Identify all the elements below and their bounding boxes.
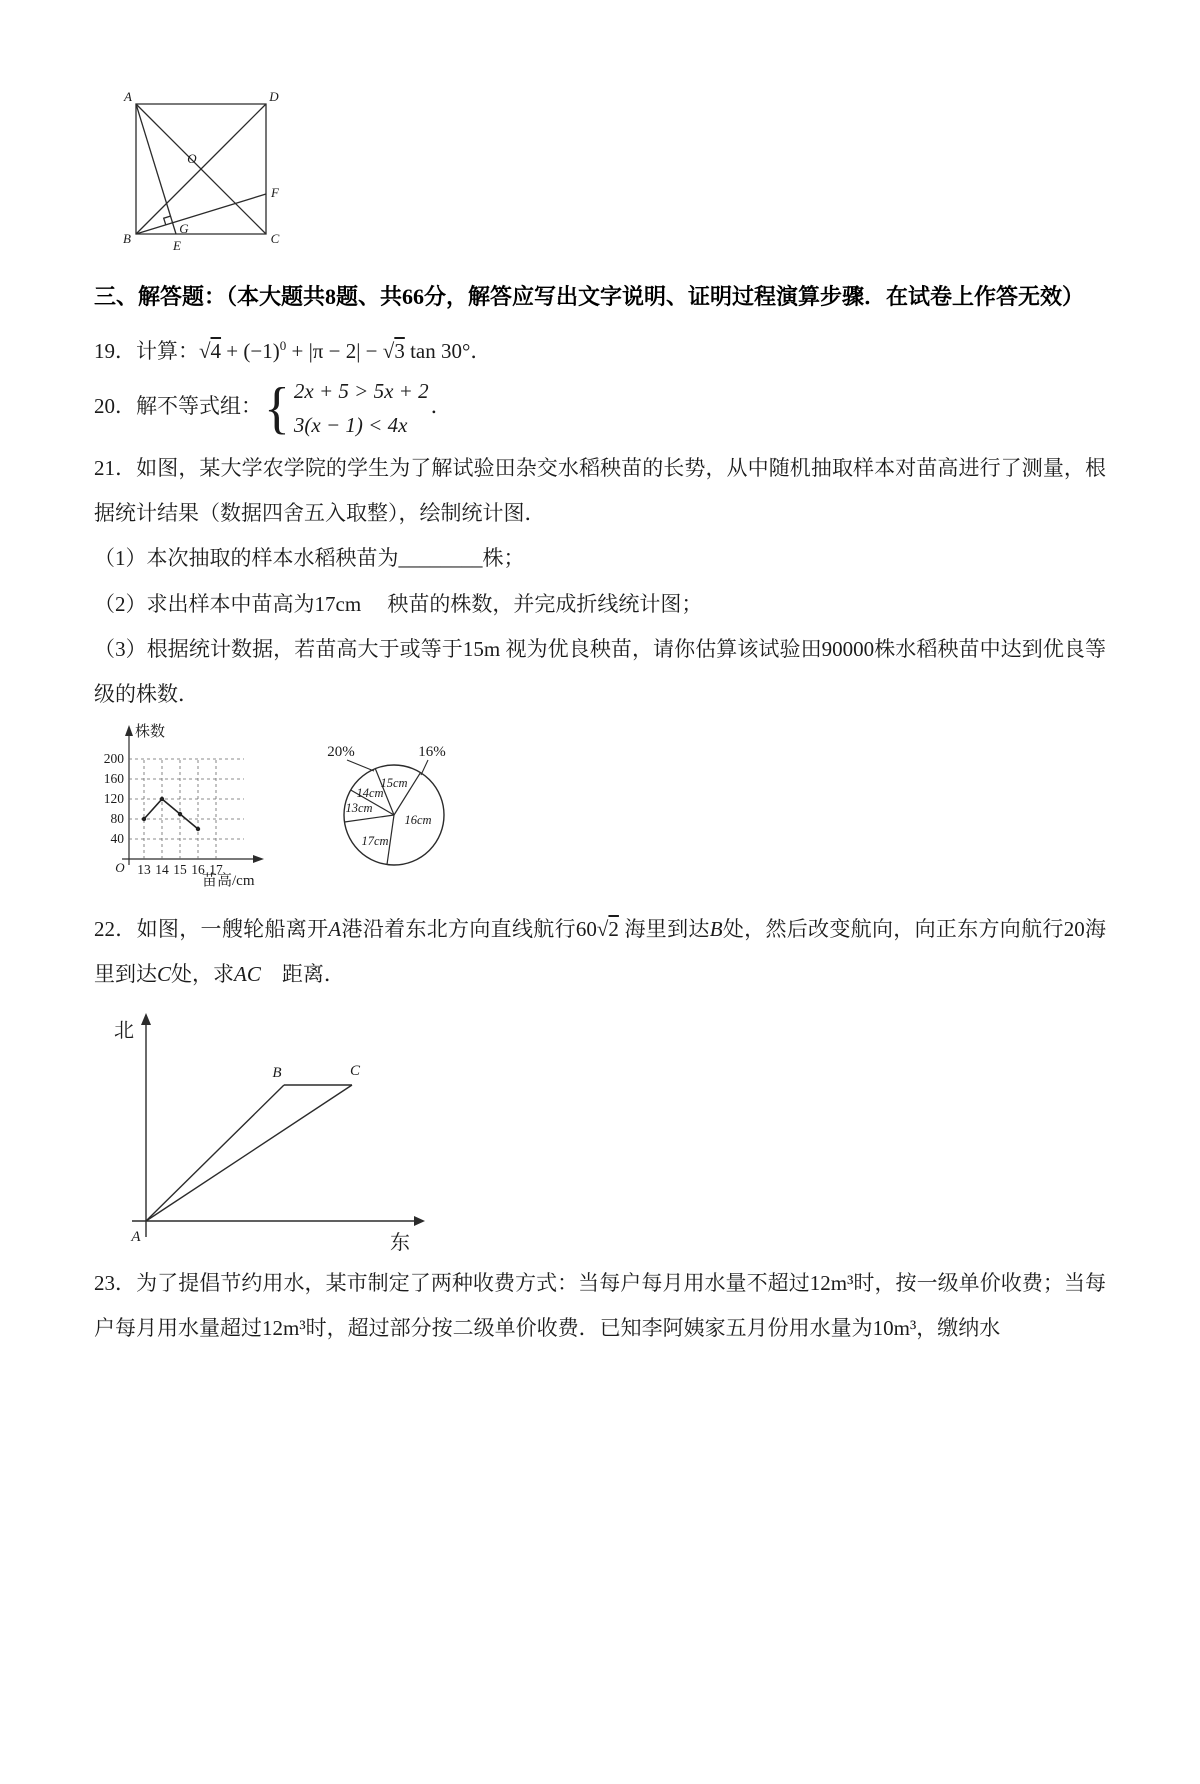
pie-callout-20pct: 20% <box>327 743 355 760</box>
x-tick-16: 16 <box>191 861 205 877</box>
problem-19-lead: 计算： <box>136 339 199 364</box>
problem-23-number: 23． <box>94 1271 137 1296</box>
label-point-g: G <box>179 221 189 236</box>
point-a-ref: A <box>328 916 342 941</box>
north-arrow <box>141 1013 151 1025</box>
radical-sign: √ <box>199 339 211 364</box>
y-tick-40: 40 <box>110 830 124 846</box>
problem-22-text: 港沿着东北方向直线航行 <box>341 916 576 941</box>
inequality-1: 2x + 5 > 5x + 2 <box>293 379 429 404</box>
pie-label-14cm: 14cm <box>356 785 384 800</box>
grid-dashed <box>129 759 244 859</box>
system-rows <box>294 376 429 440</box>
problem-22-text: 处，求 <box>171 962 235 987</box>
callout-leader-lines <box>347 760 428 775</box>
point-c-ref: C <box>157 962 172 987</box>
problem-20-number: 20． <box>94 393 136 418</box>
x-tick-15: 15 <box>173 861 187 877</box>
y-tick-80: 80 <box>110 810 124 826</box>
origin-label: O <box>115 859 125 875</box>
north-label: 北 <box>114 1020 134 1043</box>
problem-21 <box>94 446 1106 536</box>
label-point-b: B <box>123 231 131 246</box>
label-point-c: C <box>349 1063 361 1080</box>
pie-label-17cm: 17cm <box>361 833 389 848</box>
exam-page <box>0 86 1200 1352</box>
radicand-3: 3 <box>394 339 405 364</box>
figure-navigation <box>94 1003 434 1253</box>
y-tick-200: 200 <box>103 750 124 766</box>
exponent-zero: 0 <box>279 338 287 354</box>
segment-ac <box>146 1085 352 1221</box>
figure-statistics <box>94 719 504 897</box>
x-axis-arrow <box>253 855 264 863</box>
problem-20-lead: 解不等式组： <box>136 393 262 418</box>
east-arrow <box>414 1216 425 1226</box>
line-chart <box>104 723 264 889</box>
system-brace: { <box>264 376 290 440</box>
problem-21-text: 如图，某大学农学院的学生为了解试验田杂交水稻秧苗的长势，从中随机抽取样本对苗高进行了测量，根据统计结果（数据四舍五入取整），绘制统计图． <box>94 456 1106 526</box>
segment-ab <box>146 1085 284 1221</box>
formula-fragment: + |π − 2| − <box>286 339 383 364</box>
period: ． <box>430 393 452 418</box>
y-tick-120: 120 <box>103 790 124 806</box>
problem-21-item-2: （2）求出样本中苗高为17cm 秧苗的株数，并完成折线统计图； <box>94 591 703 616</box>
label-port-a: A <box>131 1229 141 1246</box>
problem-22 <box>94 907 1106 997</box>
x-tick-14: 14 <box>155 861 169 877</box>
inequality-system <box>264 376 429 440</box>
label-point-e: E <box>173 238 181 253</box>
distance-value: 60 <box>575 916 597 941</box>
radical-sign: √ <box>596 916 609 941</box>
x-axis-title: 苗高/cm <box>202 872 255 889</box>
radicand-4: 4 <box>210 339 222 364</box>
section-header: 三、解答题：（本大题共8题、共66分，解答应写出文字说明、证明过程演算步骤．在试卷上作答无效） <box>94 284 1085 309</box>
problem-20 <box>94 376 1106 440</box>
x-tick-17: 17 <box>209 861 223 877</box>
formula-fragment: + (−1) <box>221 339 280 364</box>
problem-22-text: 处，然后改变航向，向正东方向航行20海里到达 <box>94 916 1107 987</box>
problem-23-text: 为了提倡节约用水，某市制定了两种收费方式：当每户每月用水量不超过12m³时，按一级单价收费；当每户每月用水量超过12m³时，超过部分按二级单价收费．已知李阿姨家五月份用水量为10m³，缴纳水 <box>94 1271 1106 1341</box>
pie-label-13cm: 13cm <box>345 800 373 815</box>
problem-22-number: 22． <box>94 916 137 941</box>
pie-chart <box>327 744 446 865</box>
problem-21-item-1: （1）本次抽取的样本水稻秧苗为________株； <box>94 546 525 571</box>
x-tick-13: 13 <box>137 861 151 877</box>
y-tick-labels <box>104 751 125 846</box>
problem-21-number: 21． <box>94 456 137 481</box>
radicand-2: 2 <box>608 916 619 941</box>
y-axis-title: 株数 <box>135 723 166 740</box>
label-point-c: C <box>270 231 280 246</box>
line-series <box>144 799 198 829</box>
problem-23 <box>94 1261 1106 1351</box>
problem-22-text: 如图，一艘轮船离开 <box>136 916 329 941</box>
formula-fragment: tan 30°． <box>404 339 492 364</box>
problem-22-text: 距离． <box>260 962 345 987</box>
radical-sign: √ <box>382 339 395 364</box>
segment-ac-ref: AC <box>234 962 261 987</box>
x-tick-labels <box>137 862 223 877</box>
label-point-d: D <box>269 89 279 104</box>
y-tick-160: 160 <box>103 770 124 786</box>
pie-label-15cm: 15cm <box>380 775 408 790</box>
point-b-ref: B <box>709 916 723 941</box>
problem-19 <box>94 329 1106 374</box>
label-point-a: A <box>124 89 132 104</box>
east-label: 东 <box>390 1232 410 1254</box>
problem-21-item-3: （3）根据统计数据，若苗高大于或等于15m 视为优良秧苗，请你估算该试验田90000株水稻秧苗中达到优良等级的株数． <box>94 636 1106 706</box>
problem-19-formula <box>199 339 491 363</box>
pie-label-16cm: 16cm <box>404 812 432 827</box>
label-point-f: F <box>271 185 279 200</box>
y-axis-arrow <box>125 725 133 736</box>
problem-19-number: 19． <box>94 339 136 364</box>
line-series-points <box>142 797 200 831</box>
figure-square-geometry <box>106 86 316 258</box>
inequality-2: 3(x − 1) < 4x <box>293 412 408 437</box>
label-point-b: B <box>272 1065 282 1082</box>
problem-22-text: 海里到达 <box>618 916 710 941</box>
pie-callout-16pct: 16% <box>418 743 446 760</box>
label-point-o: O <box>187 151 197 166</box>
